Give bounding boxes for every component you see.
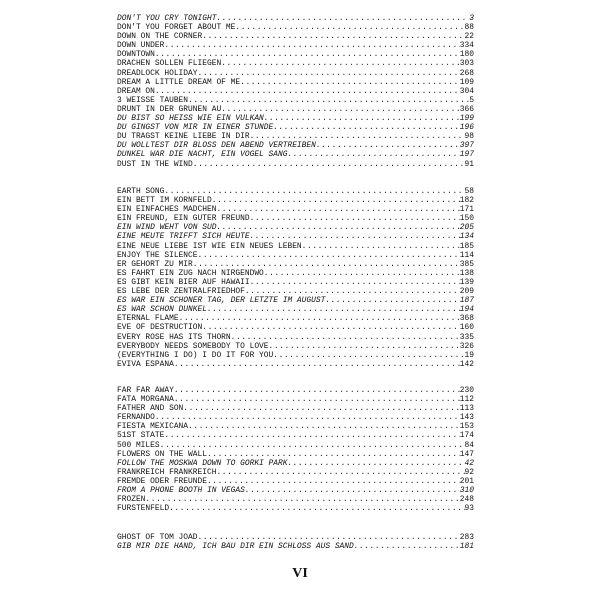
dot-leader	[174, 386, 460, 395]
song-title: ENJOY THE SILENCE	[117, 250, 198, 260]
index-entry	[117, 269, 474, 278]
dot-leader	[207, 477, 460, 486]
index-entry	[117, 105, 474, 114]
index-entry	[117, 404, 474, 413]
dot-leader	[221, 105, 460, 114]
song-title: EINE MEUTE TRIFFT SICH HEUTE	[117, 232, 250, 242]
song-title: DREAM ON	[117, 86, 155, 96]
page-ref: 366	[459, 104, 474, 114]
page-ref: 248	[459, 495, 474, 505]
song-title: FATHER AND SON	[117, 404, 184, 414]
index-entry	[117, 323, 474, 332]
song-title: ES WAR EIN SCHÖNER TAG, DER LETZTE IM AUGUST	[117, 296, 326, 306]
dot-leader	[202, 32, 464, 41]
song-title: EIN BETT IM KORNFELD	[117, 196, 212, 206]
song-title: DU WOLLTEST DIR BLOSS DEN ABEND VERTREIBEN	[117, 141, 316, 151]
page-ref: 160	[459, 323, 474, 333]
dot-leader	[212, 196, 460, 205]
song-title: ER GEHÖRT ZU MIR	[117, 259, 193, 269]
song-title: DREADLOCK HOLIDAY	[117, 68, 198, 78]
page-ref: 196	[459, 123, 474, 133]
index-entry	[117, 223, 474, 232]
page-ref: 114	[459, 250, 474, 260]
page-ref: 194	[459, 305, 474, 315]
song-title: 500 MILES	[117, 440, 160, 450]
song-title: 3 WEISSE TAUBEN	[117, 95, 189, 105]
dot-leader	[216, 468, 464, 477]
dot-leader	[207, 305, 460, 314]
song-title: DON'T YOU FORGET ABOUT ME	[117, 23, 236, 33]
index-entry	[117, 333, 474, 342]
dot-leader	[164, 41, 459, 50]
page-ref: 109	[459, 77, 474, 87]
dot-leader	[160, 441, 465, 450]
index-entry	[117, 87, 474, 96]
dot-leader	[179, 314, 460, 323]
page-ref: 150	[459, 214, 474, 224]
dot-leader	[287, 459, 464, 468]
dot-leader	[216, 14, 469, 23]
dot-leader	[155, 413, 460, 422]
index-entry	[117, 386, 474, 395]
song-title: EIN FREUND, EIN GUTER FREUND	[117, 214, 250, 224]
page-ref: 180	[459, 50, 474, 60]
song-title: EINE NEUE LIEBE IST WIE EIN NEUES LEBEN	[117, 241, 302, 251]
page-ref: 326	[459, 341, 474, 351]
index-entry	[117, 59, 474, 68]
index-entry	[117, 413, 474, 422]
song-title: FRANKREICH FRANKREICH	[117, 467, 217, 477]
page-ref: 230	[459, 386, 474, 395]
page-ref: 112	[459, 395, 474, 405]
index-entry	[117, 123, 474, 132]
dot-leader	[264, 114, 460, 123]
index-entry	[117, 459, 474, 468]
page-ref: 84	[464, 440, 474, 450]
song-title: DU BIST SO HEISS WIE EIN VULKAN	[117, 114, 264, 124]
page-ref: 197	[459, 150, 474, 160]
index-entry	[117, 132, 474, 141]
page-ref: 58	[464, 187, 474, 196]
song-title: DOWN ON THE CORNER	[117, 32, 203, 42]
song-title: FROZEN	[117, 495, 146, 505]
dot-leader	[198, 251, 460, 260]
page-ref: 181	[459, 542, 474, 552]
page-ref: 268	[459, 68, 474, 78]
page-ref: 174	[459, 431, 474, 441]
page-ref: 201	[459, 476, 474, 486]
index-entry	[117, 431, 474, 440]
song-title: DRACHEN SOLLEN FLIEGEN	[117, 59, 222, 69]
song-title: FATA MORGANA	[117, 395, 174, 405]
index-entry	[117, 495, 474, 504]
section-d	[117, 14, 474, 169]
song-title: FLOWERS ON THE WALL	[117, 449, 207, 459]
dot-leader	[250, 132, 465, 141]
song-title: FIESTA MEXICANA	[117, 422, 189, 432]
song-title: ES WAR SCHON DUNKEL	[117, 305, 207, 315]
page-ref: 385	[459, 259, 474, 269]
song-title: EIN WIND WEHT VON SÜD	[117, 223, 217, 233]
index-entry	[117, 314, 474, 323]
page-ref: 5	[469, 95, 474, 105]
dot-leader	[354, 542, 460, 551]
song-title: ES GIBT KEIN BIER AUF HAWAII	[117, 277, 250, 287]
page-ref: 113	[459, 404, 474, 414]
page-ref: 153	[459, 422, 474, 432]
page-ref: 147	[459, 449, 474, 459]
page-ref: 19	[464, 350, 474, 360]
index-entry	[117, 287, 474, 296]
page-ref: 283	[459, 533, 474, 542]
song-title: DOWN UNDER	[117, 41, 165, 51]
index-entry	[117, 114, 474, 123]
song-title: EARTH SONG	[117, 187, 165, 196]
dot-leader	[273, 351, 464, 360]
index-entry	[117, 504, 474, 513]
song-title: EVE OF DESTRUCTION	[117, 323, 203, 333]
page-ref: 88	[464, 23, 474, 33]
page-ref: 185	[459, 241, 474, 251]
page-ref: 303	[459, 59, 474, 69]
page-ref: 187	[459, 296, 474, 306]
song-title: EVERY ROSE HAS ITS THORN	[117, 332, 231, 342]
song-title: FAR FAR AWAY	[117, 386, 174, 395]
page-number: VI	[292, 566, 308, 581]
index-entry	[117, 242, 474, 251]
song-title: FERNANDO	[117, 413, 155, 423]
dot-leader	[207, 450, 460, 459]
index-entry	[117, 342, 474, 351]
index-entry	[117, 360, 474, 369]
index-entry	[117, 150, 474, 159]
song-title: ES FÄHRT EIN ZUG NACH NIRGENDWO	[117, 268, 264, 278]
page-ref: 92	[464, 467, 474, 477]
dot-leader	[216, 205, 459, 214]
dot-leader	[202, 323, 460, 332]
song-title: DOWNTOWN	[117, 50, 155, 60]
song-title: (EVERYTHING I DO) I DO IT FOR YOU	[117, 350, 274, 360]
song-title: EIN EINFACHES MÄDCHEN	[117, 205, 217, 215]
song-title: DON'T YOU CRY TONIGHT	[117, 14, 217, 23]
index-entry	[117, 278, 474, 287]
dot-leader	[264, 269, 460, 278]
dot-leader	[250, 232, 460, 241]
index-entry	[117, 395, 474, 404]
index-entry	[117, 450, 474, 459]
dot-leader	[155, 87, 460, 96]
page-ref: 205	[459, 223, 474, 233]
index-entry	[117, 542, 474, 551]
index-entry	[117, 214, 474, 223]
song-title: FOLLOW THE MOSKWA DOWN TO GORKI PARK	[117, 458, 288, 468]
index-entry	[117, 305, 474, 314]
dot-leader	[164, 187, 464, 196]
song-title: DUNKEL WAR DIE NACHT, EIN VOGEL SANG	[117, 150, 288, 160]
page-ref: 304	[459, 86, 474, 96]
dot-leader	[302, 242, 460, 251]
page-ref: 93	[464, 504, 474, 514]
dot-leader	[240, 78, 460, 87]
dot-leader	[174, 360, 460, 369]
dot-leader	[235, 23, 464, 32]
page-ref: 3	[469, 14, 474, 23]
section-g	[117, 533, 474, 551]
song-title: EVERYBODY NEEDS SOMEBODY TO LOVE	[117, 341, 269, 351]
page-ref: 138	[459, 268, 474, 278]
page-ref: 334	[459, 41, 474, 51]
section-e	[117, 187, 474, 369]
dot-leader	[216, 223, 459, 232]
page-ref: 182	[459, 196, 474, 206]
index-entry	[117, 296, 474, 305]
dot-leader	[316, 141, 460, 150]
page-ref: 134	[459, 232, 474, 242]
song-title: DREAM A LITTLE DREAM OF ME	[117, 77, 241, 87]
song-title: DU GINGST VON MIR IN EINER STUNDE	[117, 123, 274, 133]
index-entry	[117, 14, 474, 23]
page-ref: 368	[459, 314, 474, 324]
song-title: ES LEBE DER ZENTRALFRIEDHOF	[117, 287, 245, 297]
index-entry	[117, 41, 474, 50]
index-entry	[117, 260, 474, 269]
index-entry	[117, 486, 474, 495]
dot-leader	[221, 59, 460, 68]
section-f	[117, 386, 474, 513]
song-title: GHOST OF TOM JOAD	[117, 533, 198, 542]
page-ref: 143	[459, 413, 474, 423]
dot-leader	[287, 150, 459, 159]
index-entry	[117, 141, 474, 150]
page-ref: 397	[459, 141, 474, 151]
page-ref: 310	[459, 486, 474, 496]
dot-leader	[174, 395, 460, 404]
song-title: DUST IN THE WIND	[117, 159, 193, 169]
dot-leader	[269, 342, 460, 351]
dot-leader	[250, 278, 460, 287]
song-title: ETERNAL FLAME	[117, 314, 179, 324]
dot-leader	[188, 96, 469, 105]
page-ref: 139	[459, 277, 474, 287]
page-ref: 91	[464, 159, 474, 169]
song-title: FROM A PHONE BOOTH IN VEGAS	[117, 486, 245, 496]
dot-leader	[231, 333, 460, 342]
index-entry	[117, 69, 474, 78]
dot-leader	[273, 123, 460, 132]
dot-leader	[169, 504, 464, 513]
index-entry	[117, 468, 474, 477]
page-ref: 171	[459, 205, 474, 215]
song-title: EVIVA ESPAÑA	[117, 359, 174, 369]
dot-leader	[183, 404, 459, 413]
dot-leader	[245, 287, 460, 296]
index-entry	[117, 351, 474, 360]
song-title: DRUNT IN DER GRÜNEN AU	[117, 104, 222, 114]
dot-leader	[198, 69, 460, 78]
dot-leader	[164, 431, 459, 440]
index-entry	[117, 23, 474, 32]
page-ref: 98	[464, 132, 474, 142]
page-ref: 335	[459, 332, 474, 342]
dot-leader	[155, 50, 460, 59]
index-entry	[117, 32, 474, 41]
song-title: DU TRÄGST KEINE LIEBE IN DIR	[117, 132, 250, 142]
dot-leader	[193, 160, 465, 169]
dot-leader	[188, 422, 460, 431]
index-entry	[117, 160, 474, 169]
song-title: FREMDE ODER FREUNDE	[117, 476, 207, 486]
dot-leader	[250, 214, 460, 223]
index-entry	[117, 96, 474, 105]
index-entry	[117, 477, 474, 486]
page-ref: 142	[459, 359, 474, 369]
index-entry	[117, 441, 474, 450]
index-entry	[117, 205, 474, 214]
dot-leader	[145, 495, 459, 504]
dot-leader	[193, 260, 460, 269]
page-ref: 22	[464, 32, 474, 42]
page-ref: 209	[459, 287, 474, 297]
index-entry	[117, 50, 474, 59]
page-ref: 199	[459, 114, 474, 124]
dot-leader	[245, 486, 460, 495]
page-ref: 42	[464, 458, 474, 468]
index-entry	[117, 196, 474, 205]
index-entry	[117, 78, 474, 87]
dot-leader	[325, 296, 459, 305]
index-entry	[117, 533, 474, 542]
song-title: 51ST STATE	[117, 431, 165, 441]
dot-leader	[198, 533, 460, 542]
index-entry	[117, 251, 474, 260]
index-entry	[117, 422, 474, 431]
index-entry	[117, 232, 474, 241]
song-title: GIB MIR DIE HAND, ICH BAU DIR EIN SCHLOSS AUS SAND	[117, 542, 354, 552]
index-entry	[117, 187, 474, 196]
song-title: FÜRSTENFELD	[117, 504, 170, 514]
